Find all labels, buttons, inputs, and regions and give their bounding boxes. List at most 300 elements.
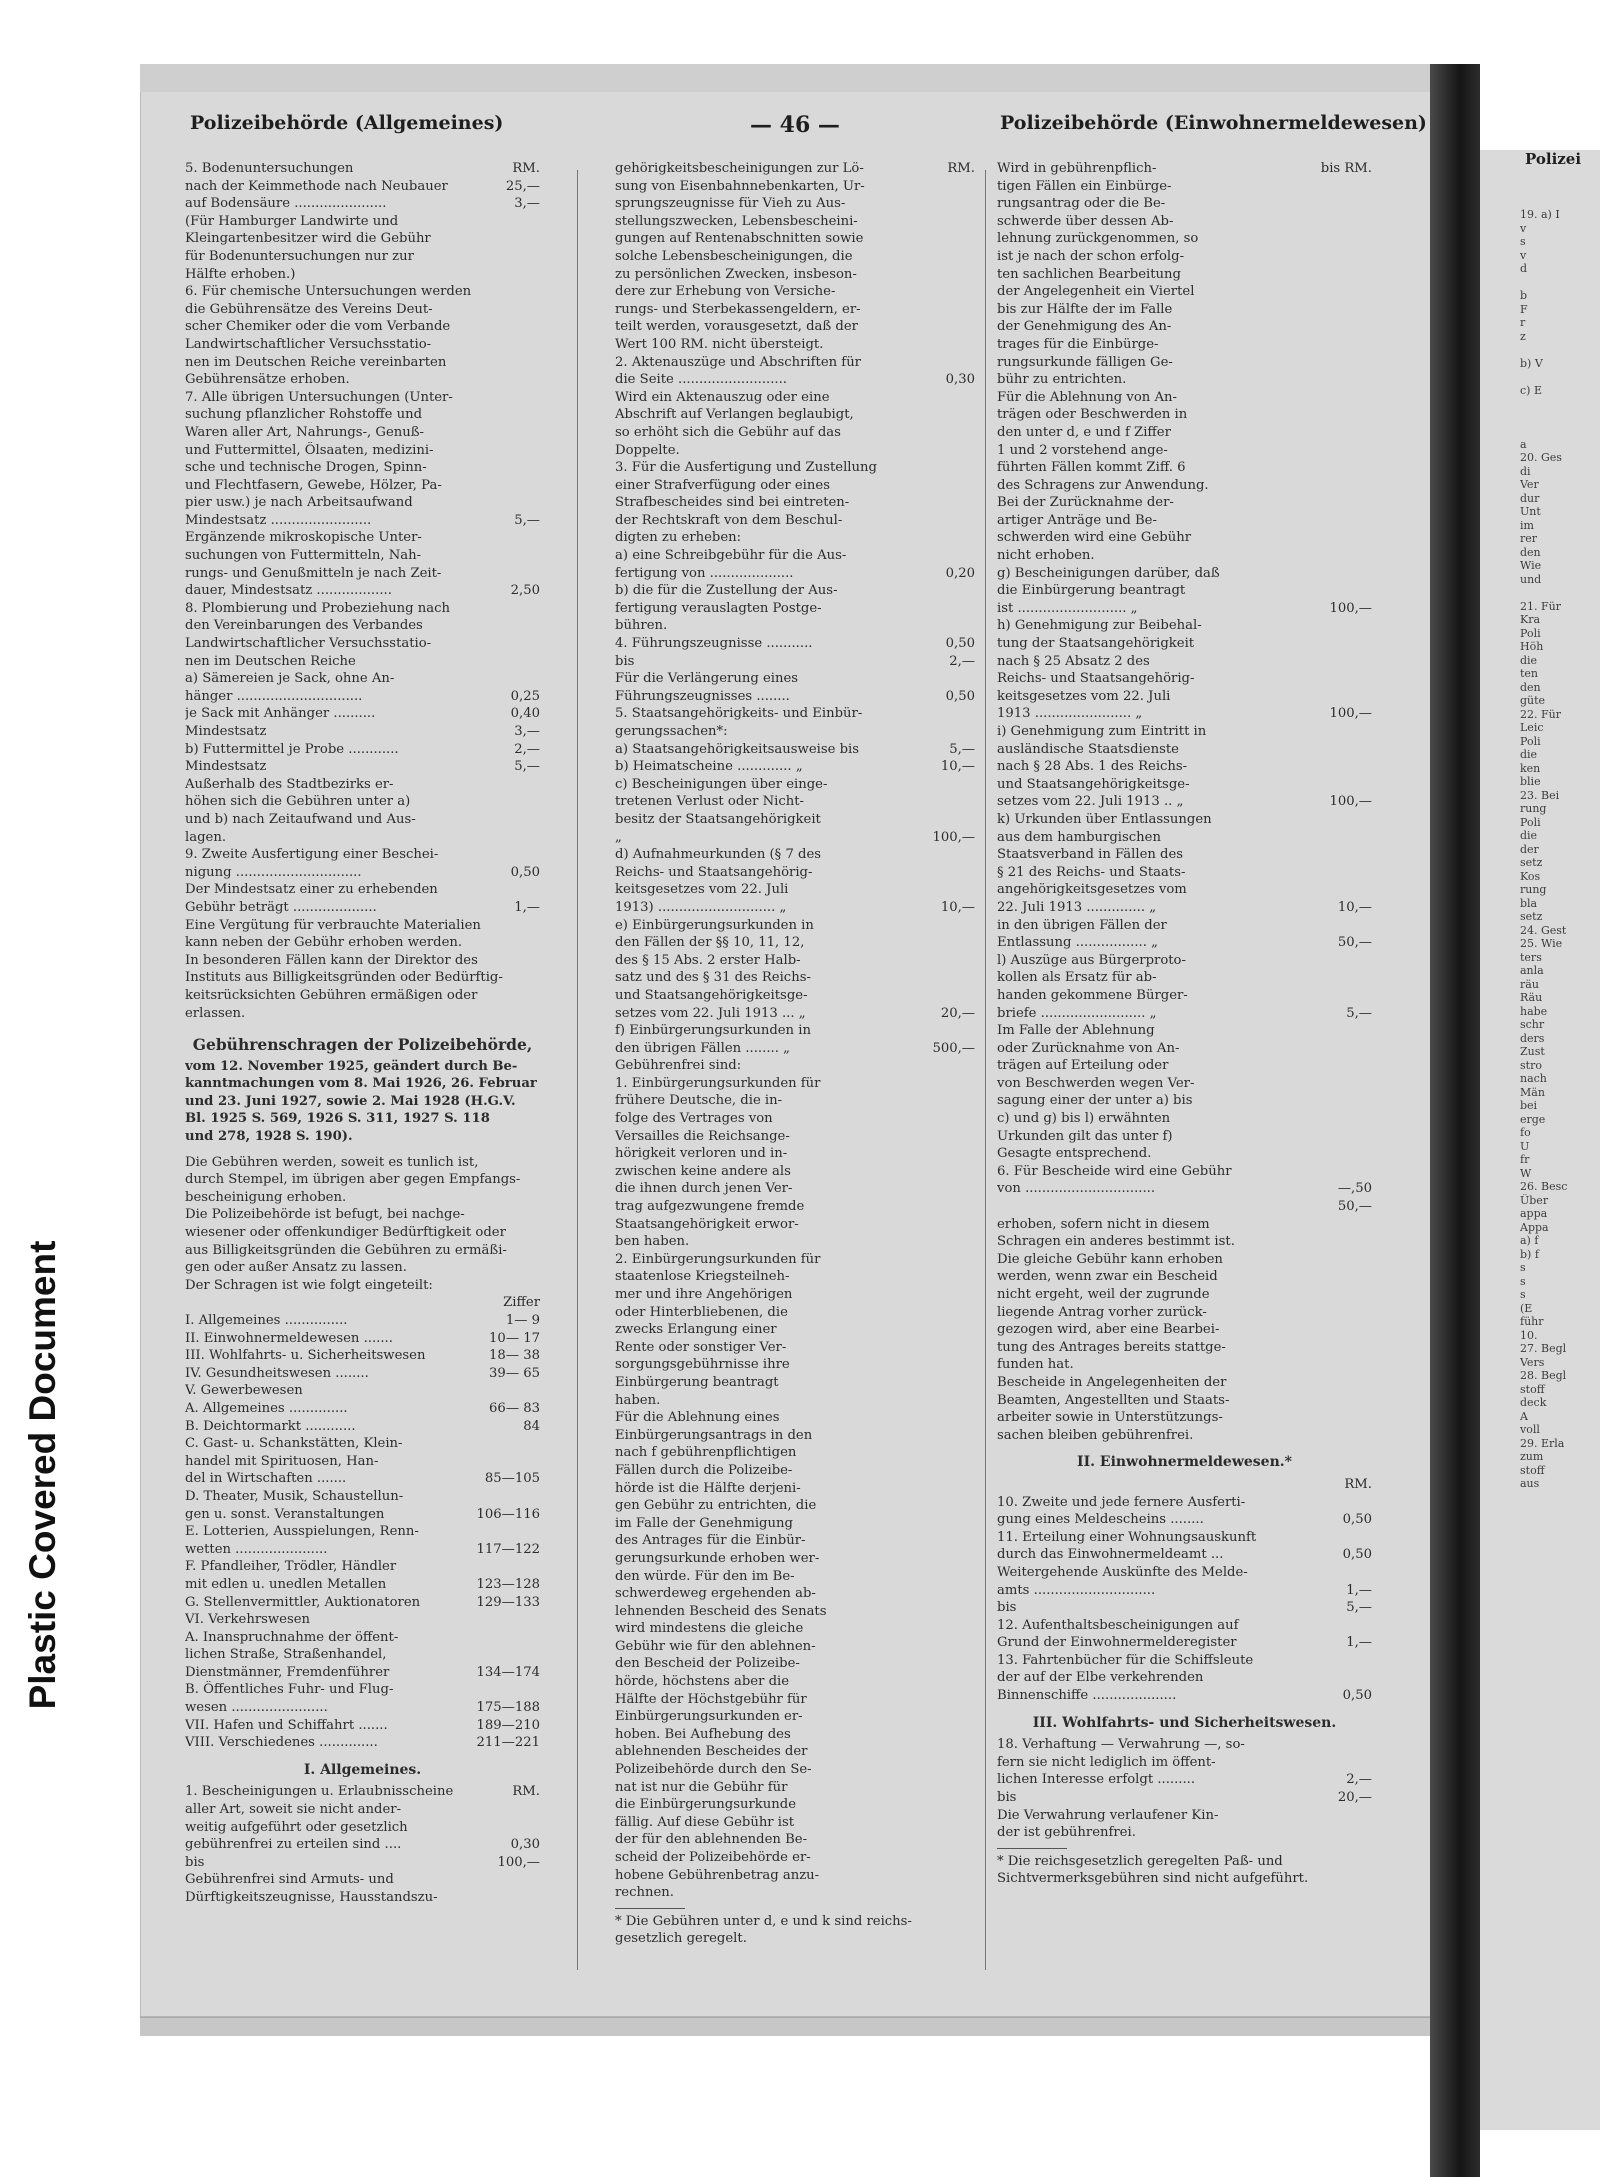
line-text: B. Deichtormarkt ............ (185, 1418, 356, 1434)
line-text: c) und g) bis l) erwähnten (997, 1111, 1171, 1127)
line-amount (1366, 565, 1372, 583)
text-line (185, 688, 540, 706)
line-amount (1366, 917, 1372, 935)
line-amount (534, 1435, 540, 1453)
line-text: einer Strafverfügung oder eines (615, 477, 830, 493)
line-text: besitz der Staatsangehörigkeit (615, 811, 821, 827)
line-amount (969, 442, 975, 460)
line-text: liegende Antrag vorher zurück- (997, 1304, 1207, 1320)
text-line (615, 1075, 975, 1093)
line-amount: 50,— (1337, 935, 1372, 951)
line-amount (534, 1558, 540, 1576)
line-text: nach § 25 Absatz 2 des (997, 653, 1150, 669)
line-text: 3. Für die Ausfertigung und Zustellung (615, 460, 877, 476)
line-text: gung eines Meldescheins ........ (997, 1512, 1204, 1528)
line-text: gen u. sonst. Veranstaltungen (185, 1506, 385, 1522)
text-line (997, 1652, 1372, 1670)
line-amount (534, 213, 540, 231)
text-line (997, 389, 1372, 407)
text-line (615, 336, 975, 354)
line-amount: 0,50 (945, 688, 975, 704)
line-amount (1366, 1494, 1372, 1512)
text-line (997, 776, 1372, 794)
adjacent-line: rer (1520, 532, 1538, 545)
text-line: Der Schragen ist wie folgt eingeteilt: (185, 1277, 433, 1293)
line-amount (534, 776, 540, 794)
adjacent-line (1520, 411, 1600, 425)
line-amount (969, 406, 975, 424)
line-text: bis zur Hälfte der im Falle (997, 301, 1173, 317)
line-text: 6. Für chemische Untersuchungen werden (185, 284, 472, 300)
adjacent-line (1520, 424, 1600, 438)
line-amount (1366, 1669, 1372, 1687)
line-amount (969, 987, 975, 1005)
line-amount (1366, 1529, 1372, 1547)
line-amount (534, 811, 540, 829)
line-text: bis (997, 1790, 1017, 1806)
line-text: briefe ......................... „ (997, 1005, 1157, 1021)
line-text: a) Sämereien je Sack, ohne An- (185, 671, 395, 687)
line-amount (1366, 1564, 1372, 1582)
line-text: der auf der Elbe verkehrenden (997, 1670, 1204, 1686)
line-amount (969, 1497, 975, 1515)
text-line: und 278, 1928 S. 190). (185, 1129, 353, 1145)
line-text: Weitergehende Auskünfte des Melde- (997, 1564, 1248, 1580)
text-line (615, 1655, 975, 1673)
line-amount (969, 1550, 975, 1568)
text-line (615, 213, 975, 231)
line-text: nen im Deutschen Reiche (185, 653, 356, 669)
line-amount (969, 1286, 975, 1304)
line-amount (969, 617, 975, 635)
adjacent-line: v (1520, 221, 1527, 235)
line-amount: 100,— (497, 1854, 540, 1870)
text-line (997, 1356, 1372, 1374)
text-line (615, 1726, 975, 1744)
line-text: 2. Einbürgerungsurkunden für (615, 1251, 821, 1267)
text-line (615, 459, 975, 477)
text-line (185, 1365, 540, 1383)
adjacent-line: b) V (1520, 356, 1543, 370)
line-text: hobene Gebührenbetrag anzu- (615, 1867, 820, 1883)
line-amount: 2,— (1346, 1772, 1372, 1788)
line-text: fertigung verauslagten Postge- (615, 600, 822, 616)
line-text: g) Bescheinigungen darüber, daß (997, 565, 1220, 581)
line-amount (1366, 213, 1372, 231)
text-line (997, 336, 1372, 354)
line-text: Für die Verlängerung eines (615, 671, 799, 687)
text-line (615, 617, 975, 635)
line-amount (969, 1849, 975, 1867)
text-line (615, 670, 975, 688)
line-text: a) eine Schreibgebühr für die Aus- (615, 548, 847, 564)
text-line (185, 881, 540, 899)
line-text: den Bescheid der Polizeibe- (615, 1656, 800, 1672)
line-text: Landwirtschaftlicher Versuchsstatio- (185, 336, 432, 352)
line-text: lichen Interesse erfolgt ......... (997, 1772, 1196, 1788)
line-text: und Staatsangehörigkeitsge- (615, 987, 808, 1003)
text-line (185, 283, 540, 301)
line-amount (969, 1743, 975, 1761)
text-line (615, 494, 975, 512)
line-amount: 84 (523, 1418, 540, 1434)
line-text: In besonderen Fällen kann der Direktor des (185, 952, 478, 968)
text-line (615, 1251, 975, 1269)
text-line (615, 354, 975, 372)
line-text: A. Inanspruchnahme der öffent- (185, 1629, 399, 1645)
line-amount (1366, 1374, 1372, 1392)
text-line (615, 1831, 975, 1849)
line-amount: 0,50 (945, 636, 975, 652)
line-text: nat ist nur die Gebühr für (615, 1779, 788, 1795)
line-amount (1366, 230, 1372, 248)
text-line (615, 635, 975, 653)
adjacent-line: zum (1520, 1450, 1544, 1463)
text-line (185, 1819, 540, 1837)
line-amount (534, 1382, 540, 1400)
text-line (997, 934, 1372, 952)
line-amount (969, 600, 975, 618)
text-line: vom 12. November 1925, geändert durch Be- (185, 1058, 518, 1074)
line-amount: 5,— (949, 741, 975, 757)
line-text: kann neben der Gebühr erhoben werden. (185, 935, 463, 951)
text-line (615, 1233, 975, 1251)
text-line (997, 266, 1372, 284)
line-text: höhen sich die Gebühren unter a) (185, 794, 411, 810)
text-line (185, 864, 540, 882)
line-text: D. Theater, Musik, Schaustellun- (185, 1488, 404, 1504)
line-amount (534, 230, 540, 248)
line-amount (534, 846, 540, 864)
text-line (615, 934, 975, 952)
text-line (185, 1889, 540, 1907)
line-text: schwerdeweg ergehenden ab- (615, 1586, 816, 1602)
text-line (615, 1515, 975, 1533)
line-amount (969, 1356, 975, 1374)
line-text: nicht erhoben. (997, 548, 1095, 564)
line-amount (969, 881, 975, 899)
line-amount (969, 248, 975, 266)
line-text: ten sachlichen Bearbeitung (997, 266, 1181, 282)
line-amount (969, 1831, 975, 1849)
line-text: Reichs- und Staatsangehörig- (997, 671, 1195, 687)
line-amount: 18— 38 (489, 1348, 540, 1364)
line-amount: 0,50 (510, 864, 540, 880)
line-amount (1366, 1754, 1372, 1772)
line-text: Einbürgerungsurkunden er- (615, 1709, 803, 1725)
line-text: f) Einbürgerungsurkunden in (615, 1023, 811, 1039)
adjacent-line: ders (1520, 1031, 1545, 1045)
line-text: Hälfte der Höchstgebühr für (615, 1691, 807, 1707)
text-line (997, 1216, 1372, 1234)
line-amount: bis RM. (1320, 161, 1372, 176)
adjacent-line: s (1520, 1261, 1526, 1274)
line-amount (1366, 670, 1372, 688)
adjacent-line: stoff (1520, 1382, 1545, 1396)
text-line (185, 811, 540, 829)
text-line (185, 371, 540, 389)
text-line (615, 1163, 975, 1181)
line-text: i) Genehmigung zum Eintritt in (997, 724, 1207, 739)
line-text: schwerde über dessen Ab- (997, 213, 1174, 229)
text-line (185, 547, 540, 565)
adjacent-line: Kra (1520, 613, 1541, 626)
text-line (997, 899, 1372, 917)
line-amount (969, 1515, 975, 1533)
line-text: A. Allgemeines .............. (185, 1400, 348, 1416)
line-amount (1366, 1216, 1372, 1234)
adjacent-line: bla (1520, 896, 1538, 910)
line-amount (534, 952, 540, 970)
text-line: Die Polizeibehörde ist befugt, bei nachge- (185, 1207, 465, 1223)
line-amount (969, 1779, 975, 1797)
line-text: teilt werden, vorausgesetzt, daß der (615, 319, 858, 335)
line-amount (1366, 653, 1372, 671)
text-line (615, 1286, 975, 1304)
text-line (997, 1092, 1372, 1110)
line-amount (1366, 1807, 1372, 1825)
line-amount (969, 917, 975, 935)
line-text: wetten ...................... (185, 1541, 328, 1557)
line-text: VI. Verkehrswesen (185, 1612, 311, 1628)
line-text: wird mindestens die gleiche (615, 1621, 804, 1637)
line-text: Der Mindestsatz einer zu erhebenden (185, 882, 438, 898)
line-amount (969, 318, 975, 336)
line-amount (969, 1251, 975, 1269)
line-amount: 1,— (514, 899, 540, 915)
text-line (997, 1599, 1372, 1617)
line-text: trages für die Einbürge- (997, 336, 1159, 352)
line-amount (1366, 952, 1372, 970)
line-amount (969, 705, 975, 723)
text-line (185, 1576, 540, 1594)
line-text: die Gebührensätze des Vereins Deut- (185, 301, 433, 317)
line-text: lehnung zurückgenommen, so (997, 231, 1199, 247)
line-text: durch das Einwohnermeldeamt ... (997, 1547, 1224, 1563)
column-2 (615, 160, 975, 1948)
line-text: Einbürgerung beantragt (615, 1374, 779, 1390)
text-line (615, 1497, 975, 1515)
line-text: Im Falle der Ablehnung (997, 1023, 1155, 1039)
line-text: fällig. Auf diese Gebühr ist (615, 1814, 795, 1830)
line-amount (969, 424, 975, 442)
line-text: die ihnen durch jenen Ver- (615, 1181, 793, 1197)
table-of-contents (185, 1312, 540, 1752)
line-amount (969, 1409, 975, 1427)
adjacent-line: Vers (1520, 1355, 1545, 1369)
line-text: den übrigen Fällen ........ „ (615, 1040, 790, 1056)
line-text: nigung .............................. (185, 864, 362, 880)
line-amount (534, 881, 540, 899)
line-amount (969, 1480, 975, 1498)
text-line (997, 829, 1372, 847)
text-line (997, 1546, 1372, 1564)
adjacent-line: di (1520, 464, 1531, 478)
line-text: Gebührenfrei sind Armuts- und (185, 1872, 394, 1888)
line-amount (969, 1145, 975, 1163)
text-line (997, 582, 1372, 600)
text-line (997, 354, 1372, 372)
line-text: Dürftigkeitszeugnisse, Hausstandszu- (185, 1890, 438, 1905)
text-line (997, 1005, 1372, 1023)
line-text: in den übrigen Fällen der (997, 917, 1167, 933)
line-text: Gebührenfrei sind: (615, 1058, 742, 1074)
line-text: werden, wenn zwar ein Bescheid (997, 1269, 1218, 1285)
text-line (185, 565, 540, 583)
line-amount (1366, 1128, 1372, 1146)
line-amount (1366, 688, 1372, 706)
line-amount (534, 424, 540, 442)
adjacent-line: Unt (1520, 505, 1541, 518)
line-amount: 25,— (505, 178, 540, 194)
line-amount (534, 1629, 540, 1647)
line-text: 1. Einbürgerungsurkunden für (615, 1075, 821, 1091)
line-text: trag aufgezwungene fremde (615, 1199, 805, 1215)
text-line (615, 1216, 975, 1234)
text-line: durch Stempel, im übrigen aber gegen Empfangs- (185, 1172, 521, 1188)
line-text: C. Gast- u. Schankstätten, Klein- (185, 1436, 403, 1452)
adjacent-line: deck (1520, 1396, 1547, 1409)
line-text: a) Staatsangehörigkeitsausweise bis (615, 741, 860, 757)
text-line (615, 688, 975, 706)
schragen-amendments (185, 1058, 540, 1146)
line-amount (969, 494, 975, 512)
line-amount (969, 723, 975, 741)
text-line (615, 442, 975, 460)
text-line: wiesener oder offenkundiger Bedürftigkeit oder (185, 1225, 506, 1241)
line-amount (1366, 1092, 1372, 1110)
line-amount (969, 195, 975, 213)
line-text: gerungssachen*: (615, 724, 728, 739)
line-text: digten zu erheben: (615, 530, 742, 546)
line-text: b) Futtermittel je Probe ............ (185, 741, 399, 757)
line-text: artiger Anträge und Be- (997, 512, 1157, 528)
line-amount: 175—188 (476, 1700, 540, 1716)
text-line (615, 1409, 975, 1427)
line-amount (969, 336, 975, 354)
adjacent-line: 19. a) I (1520, 208, 1560, 221)
line-text: oder Hinterbliebenen, die (615, 1304, 788, 1320)
text-line (997, 459, 1372, 477)
adjacent-line: Räu (1520, 991, 1543, 1004)
line-text: aller Art, soweit sie nicht ander- (185, 1802, 402, 1818)
text-line (997, 600, 1372, 618)
line-amount (1366, 1409, 1372, 1427)
line-amount: 2,— (514, 741, 540, 757)
line-text: die Einbürgerung beantragt (997, 583, 1186, 599)
text-line (185, 1558, 540, 1576)
text-line (997, 1057, 1372, 1075)
text-line (615, 846, 975, 864)
line-text: rungsurkunde fälligen Ge- (997, 354, 1173, 370)
line-amount (1366, 354, 1372, 372)
text-line (185, 301, 540, 319)
line-amount (969, 1568, 975, 1586)
line-amount (1366, 547, 1372, 565)
line-amount: RM. (512, 161, 540, 176)
line-amount (969, 1761, 975, 1779)
text-line (185, 248, 540, 266)
adjacent-line: die (1520, 829, 1538, 842)
line-text: tretenen Verlust oder Nicht- (615, 794, 804, 810)
adjacent-line: d (1520, 262, 1528, 275)
line-amount: 0,30 (945, 372, 975, 388)
line-text: III. Wohlfahrts- u. Sicherheitswesen (185, 1348, 426, 1364)
line-text: oder Zurücknahme von An- (997, 1040, 1180, 1056)
line-amount (969, 1673, 975, 1691)
line-text: Versailles die Reichsange- (615, 1128, 790, 1144)
text-line (997, 969, 1372, 987)
line-amount (1366, 1339, 1372, 1357)
adjacent-line: 23. Bei (1520, 788, 1560, 802)
line-text: 1913) ............................ „ (615, 899, 787, 915)
text-line (997, 688, 1372, 706)
line-amount (969, 1708, 975, 1726)
text-line (615, 741, 975, 759)
adjacent-line: dur (1520, 491, 1540, 505)
text-line (615, 1022, 975, 1040)
text-line (185, 1453, 540, 1471)
line-amount (534, 1611, 540, 1629)
text-line (185, 230, 540, 248)
text-line (997, 987, 1372, 1005)
line-amount (534, 529, 540, 547)
line-text: des Antrages für die Einbür- (615, 1533, 806, 1549)
line-text: nicht ergeht, weil der zugrunde (997, 1287, 1210, 1302)
text-line (997, 565, 1372, 583)
text-line (185, 582, 540, 600)
line-amount (969, 1691, 975, 1709)
line-text: setzes vom 22. Juli 1913 ... „ (615, 1005, 806, 1021)
text-line (185, 318, 540, 336)
line-text: 1. Bescheinigungen u. Erlaubnisscheine (185, 1784, 454, 1800)
line-text: Doppelte. (615, 442, 680, 458)
adjacent-line: U (1520, 1139, 1530, 1153)
text-line (185, 477, 540, 495)
line-amount (1366, 529, 1372, 547)
text-line (615, 1849, 975, 1867)
text-line (997, 529, 1372, 547)
line-amount (969, 1163, 975, 1181)
line-amount (1366, 178, 1372, 196)
line-text: Entlassung ................. „ (997, 935, 1158, 951)
line-text: sorgungsgebührnisse ihre (615, 1357, 790, 1373)
line-amount: 0,30 (510, 1837, 540, 1853)
text-line (185, 829, 540, 847)
text-line (615, 195, 975, 213)
line-text: gungen auf Rentenabschnitten sowie (615, 231, 864, 247)
adjacent-line: 22. Für (1520, 707, 1561, 721)
text-line (615, 1374, 975, 1392)
text-line (185, 1541, 540, 1559)
line-text: 5. Bodenuntersuchungen (185, 161, 354, 176)
text-line (997, 424, 1372, 442)
line-amount (534, 934, 540, 952)
line-amount (534, 917, 540, 935)
text-line (615, 178, 975, 196)
line-text: Mindestsatz ........................ (185, 512, 372, 528)
line-text: VIII. Verschiedenes .............. (185, 1735, 378, 1751)
line-amount (534, 653, 540, 671)
text-line (997, 547, 1372, 565)
line-text: del in Wirtschaften ....... (185, 1471, 347, 1487)
line-text: Abschrift auf Verlangen beglaubigt, (615, 407, 854, 423)
line-amount (1366, 741, 1372, 759)
line-amount (1366, 1022, 1372, 1040)
text-line (185, 1418, 540, 1436)
line-amount (1366, 301, 1372, 319)
adjacent-line: fo (1520, 1126, 1531, 1139)
